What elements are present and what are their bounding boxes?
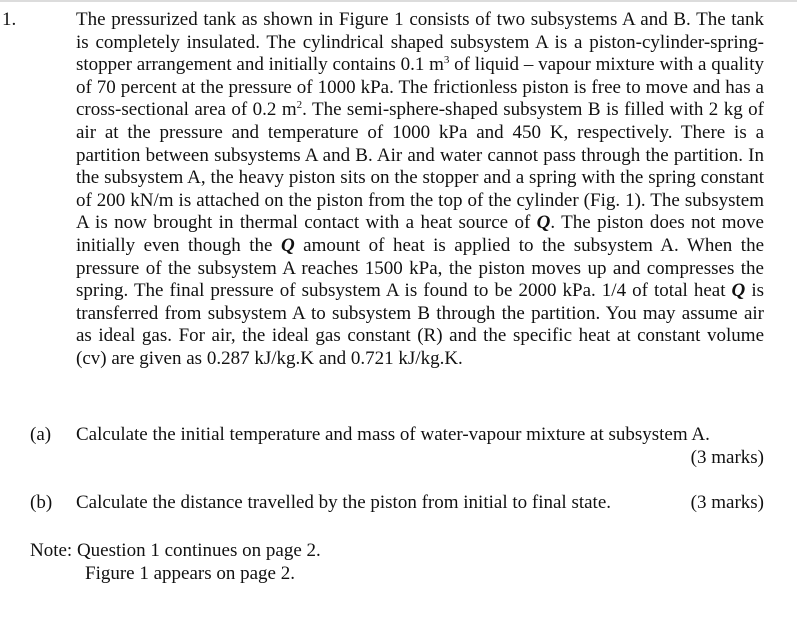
question-paragraph bbox=[76, 9, 764, 371]
heat-symbol: Q bbox=[731, 280, 746, 302]
top-rule bbox=[0, 0, 797, 2]
note-line-2: Figure 1 appears on page 2. bbox=[85, 563, 295, 584]
heat-symbol: Q bbox=[280, 234, 295, 256]
question-text-5: amount of heat is applied to the subsystem A. When the pressure of the subsystem A reaches 1500 kPa, the piston moves up and compresses the spring. The final pressure of subsystem A is found to be 2000 kPa. 1/4 of total heat bbox=[76, 234, 764, 302]
square-superscript: 2 bbox=[296, 99, 303, 112]
note-line-1: Note: Question 1 continues on page 2. bbox=[30, 540, 321, 561]
heat-symbol: Q bbox=[536, 212, 551, 234]
question-text-4: . The piston does not move initially even though the bbox=[76, 212, 764, 256]
part-b-text: Calculate the distance travelled by the piston from initial to final state. bbox=[76, 492, 612, 513]
question-text-1: The pressurized tank as shown in Figure 1 consists of two subsystems A and B. The tank is completely insulated. The cylindrical shaped subsystem A is a piston-cylinder-spring-stopper arrangement and initially contains 0.1 m bbox=[76, 9, 764, 76]
cubic-superscript: 3 bbox=[443, 54, 450, 67]
question-text-3: . The semi-sphere-shaped subsystem B is filled with 2 kg of air at the pressure and temperature of 1000 kPa and 450 K, respectively. There is a partition between subsystems A and B. Air and water cannot pass through the partition. In the subsystem A, the heavy piston sits on the stopper and a spring with the spring constant of 200 kN/m is attached on the piston from the top of the cylinder (Fig. 1). The subsystem A is now brought in thermal contact with a heat source of bbox=[76, 99, 764, 234]
question-text-2: of liquid – vapour mixture with a quality of 70 percent at the pressure of 1000 kPa. The frictionless piston is free to move and has a cross-sectional area of 0.2 m bbox=[76, 54, 764, 121]
part-a-marks: (3 marks) bbox=[690, 447, 764, 468]
question-number: 1. bbox=[2, 9, 17, 30]
question-text-6: is transferred from subsystem A to subsystem B through the partition. You may assume air as ideal gas. For air, the ideal gas constant (R) and the specific heat at constant volume (cv) are given as 0.287 kJ/kg.K and 0.721 kJ/kg.K. bbox=[76, 280, 764, 369]
part-b-marks: (3 marks) bbox=[690, 492, 764, 513]
part-b-label: (b) bbox=[30, 492, 53, 513]
part-a-label: (a) bbox=[30, 424, 52, 445]
part-a-text: Calculate the initial temperature and mass of water-vapour mixture at subsystem A. bbox=[76, 424, 710, 445]
